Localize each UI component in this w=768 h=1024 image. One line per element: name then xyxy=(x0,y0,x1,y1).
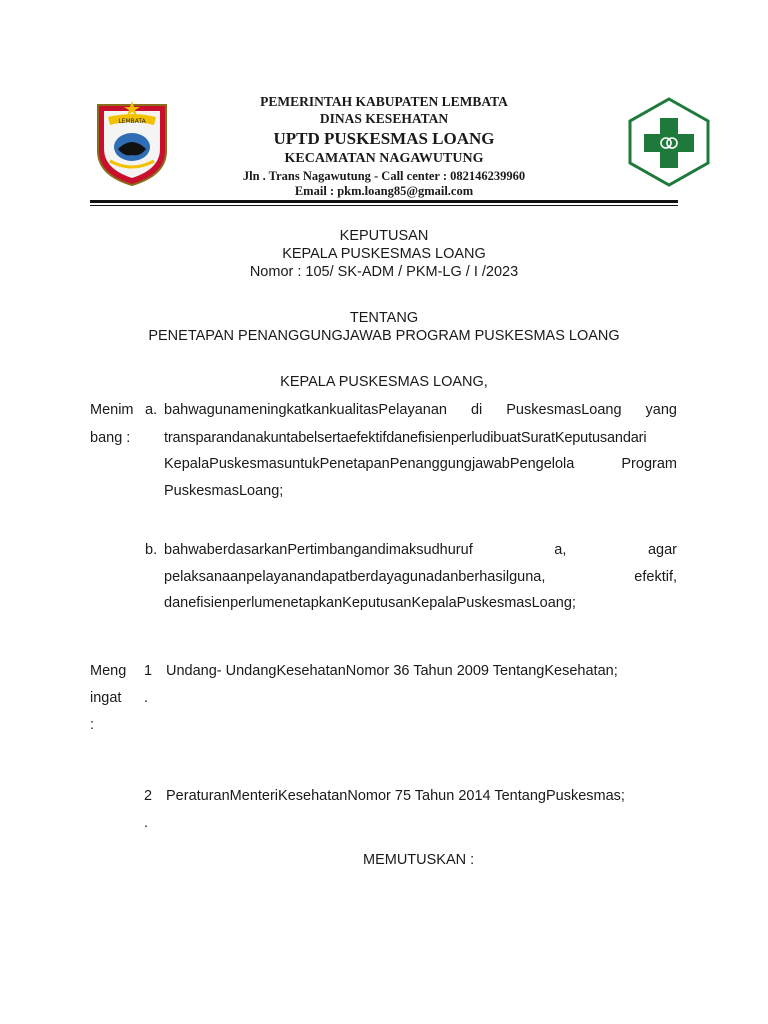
menimbang-label-2: bang : xyxy=(90,430,131,446)
menimbang-b-marker: b. xyxy=(145,542,158,558)
text-segment: pelaksanaanpelayanandapatberdayagunadanberhasilguna, xyxy=(164,569,546,585)
decree-title: KEPUTUSAN xyxy=(339,228,429,244)
decision-heading: MEMUTUSKAN : xyxy=(363,852,475,868)
mengingat-item-1-number: 1 xyxy=(144,663,153,679)
header-department: DINAS KESEHATAN xyxy=(319,111,449,126)
text-segment: di xyxy=(470,402,483,418)
header-rule-thick xyxy=(90,200,678,203)
menimbang-a-line-3 xyxy=(164,456,677,472)
mengingat-item-2-text: PeraturanMenteriKesehatanNomor 75 Tahun 2014 TentangPuskesmas; xyxy=(166,788,625,804)
text-segment: KepalaPuskesmasuntukPenetapanPenanggungjawabPengelola xyxy=(164,456,575,472)
text-segment: agar xyxy=(647,542,677,558)
decree-issuer-title: KEPALA PUSKESMAS LOANG xyxy=(282,246,486,262)
header-district: KECAMATAN NAGAWUTUNG xyxy=(284,151,484,166)
header-rule-thin xyxy=(90,205,678,206)
puskesmas-logo xyxy=(626,96,712,188)
menimbang-b-line-1 xyxy=(164,542,677,558)
menimbang-label-1: Menim xyxy=(90,402,134,418)
mengingat-item-1-dot: . xyxy=(144,690,149,706)
menimbang-a-line-1 xyxy=(164,402,677,418)
subject-text: PENETAPAN PENANGGUNGJAWAB PROGRAM PUSKESMAS LOANG xyxy=(148,328,620,344)
mengingat-label-3: : xyxy=(90,717,95,733)
menimbang-b-line-2 xyxy=(164,569,677,585)
mengingat-item-2-number: 2 xyxy=(144,788,153,804)
header-email: Email : pkm.loang85@gmail.com xyxy=(294,184,474,198)
menimbang-a-line-4: PuskesmasLoang; xyxy=(164,483,284,499)
text-segment: yang xyxy=(645,402,677,418)
mengingat-label-2: ingat xyxy=(90,690,122,706)
header-organization: UPTD PUSKESMAS LOANG xyxy=(273,129,495,148)
decree-number: Nomor : 105/ SK-ADM / PKM-LG / I /2023 xyxy=(249,264,519,280)
mengingat-item-1-text: Undang- UndangKesehatanNomor 36 Tahun 2009 TentangKesehatan; xyxy=(166,663,618,679)
header-government: PEMERINTAH KABUPATEN LEMBATA xyxy=(260,94,508,109)
menimbang-a-marker: a. xyxy=(145,402,158,418)
subject-heading: TENTANG xyxy=(349,310,419,326)
text-segment: bahwaberdasarkanPertimbangandimaksudhuruf xyxy=(164,542,473,558)
text-segment: bahwagunameningkatkankualitasPelayanan xyxy=(164,402,447,418)
header-address: Jln . Trans Nagawutung - Call center : 082146239960 xyxy=(242,169,526,183)
issuer-heading: KEPALA PUSKESMAS LOANG, xyxy=(280,374,488,390)
mengingat-label-1: Meng xyxy=(90,663,127,679)
text-segment: PuskesmasLoang xyxy=(506,402,622,418)
text-segment: Program xyxy=(621,456,677,472)
menimbang-b-line-3: danefisienperlumenetapkanKeputusanKepalaPuskesmasLoang; xyxy=(164,595,576,611)
mengingat-item-2-dot: . xyxy=(144,815,149,831)
svg-text:LEMBATA: LEMBATA xyxy=(118,118,146,125)
text-segment: a, xyxy=(554,542,567,558)
menimbang-a-line-2: transparandanakuntabelsertaefektifdanefisienperludibuatSuratKeputusandari xyxy=(164,430,647,446)
text-segment: efektif, xyxy=(634,569,677,585)
